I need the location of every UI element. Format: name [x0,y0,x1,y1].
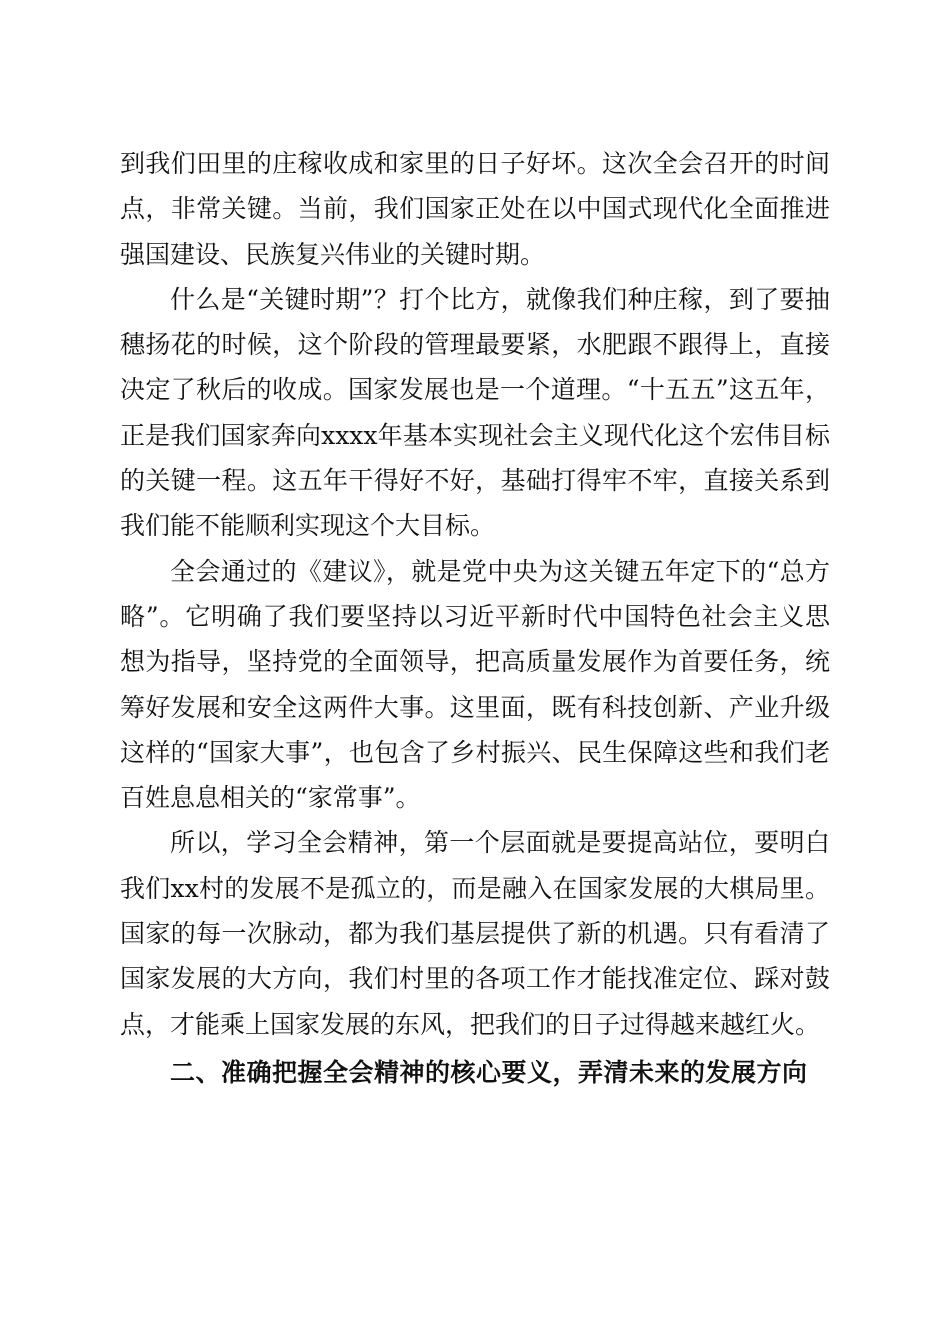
paragraph-proposal: 全会通过的《建议》，就是党中央为这关键五年定下的“总方略”。它明确了我们要坚持以习近平新时代中国特色社会主义思想为指导，坚持党的全面领导，把高质量发展作为首要任务，统筹好发展和安全这两件大事。这里面，既有科技创新、产业升级这样的“国家大事”，也包含了乡村振兴、民生保障这些和我们老百姓息息相关的“家常事”。 [120,556,830,813]
document-body [120,141,830,1095]
paragraph-conclusion: 所以，学习全会精神，第一个层面就是要提高站位，要明白我们xx村的发展不是孤立的，而是融入在国家发展的大棋局里。国家的每一次脉动，都为我们基层提供了新的机遇。只有看清了国家发展的大方向，我们村里的各项工作才能找准定位、踩对鼓点，才能乘上国家发展的东风，把我们的日子过得越来越红火。 [120,828,830,1039]
paragraph-continuation: 到我们田里的庄稼收成和家里的日子好坏。这次全会召开的时间点，非常关键。当前，我们国家正处在以中国式现代化全面推进强国建设、民族复兴伟业的关键时期。 [120,149,830,269]
paragraph-key-period: 什么是“关键时期”？打个比方，就像我们种庄稼，到了要抽穗扬花的时候，这个阶段的管理最要紧，水肥跟不跟得上，直接决定了秋后的收成。国家发展也是一个道理。“十五五”这五年，正是我们国家奔向xxxx年基本实现社会主义现代化这个宏伟目标的关键一程。这五年干得好不好，基础打得牢不牢，直接关系到我们能不能顺利实现这个大目标。 [120,284,830,541]
section-heading: 二、准确把握全会精神的核心要义，弄清未来的发展方向 [170,1057,808,1087]
